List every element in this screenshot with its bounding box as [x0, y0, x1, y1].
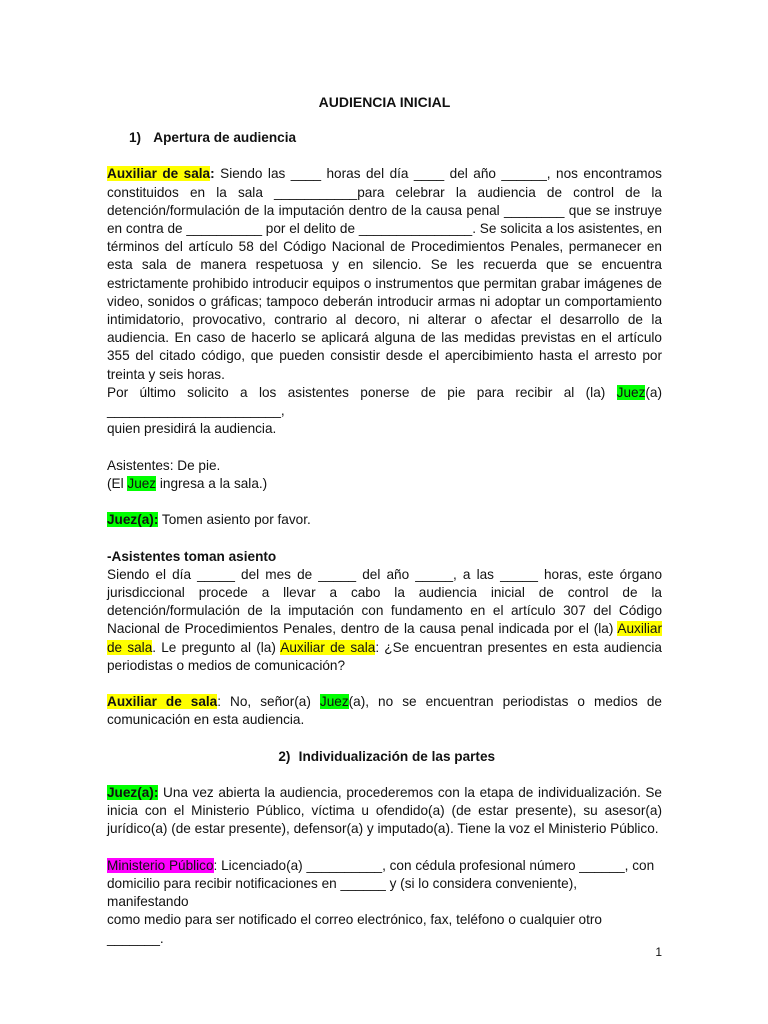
paragraph-text: (a), no se encuentran periodistas o medios de comunicación en esta audiencia.: [107, 694, 662, 728]
paragraph-text: ingresa a la sala.): [156, 475, 268, 491]
section-number: 1): [129, 130, 142, 146]
speaker-juez-label: Juez(a):: [107, 512, 159, 528]
paragraph-organo-jurisdiccional: [107, 566, 662, 675]
section-title: Individualización de las partes: [298, 748, 496, 764]
paragraph-text: : Licenciado(a) __________, con cédula profesional número ______, con: [213, 857, 655, 873]
paragraph-text: Siendo el día _____ del mes de _____ del año _____, a las _____ horas, este órgano jurisdiccional procede a llevar a cabo la audiencia inicial de control de la detención/formulación de la imputación con fundamento en el artículo 307 del Código Nacional de Procedimientos Penales, dentro de la causa penal indicada por el (la): [107, 566, 662, 637]
paragraph-auxiliar-apertura: [107, 165, 662, 383]
document-title: AUDIENCIA INICIAL: [318, 94, 451, 110]
paragraph-juez-tomen-asiento: [107, 511, 662, 529]
paragraph-text: (El: [107, 475, 128, 491]
paragraph-ministerio-publico: [107, 857, 662, 948]
paragraph-presidira: quien presidirá la audiencia.: [107, 421, 277, 437]
speaker-auxiliar-de-sala: Auxiliar de sala: [280, 639, 376, 655]
paragraph-text: : ¿Se encuentran presentes en esta audiencia periodistas o medios de comunicación?: [107, 639, 662, 673]
speaker-auxiliar-de-sala: Auxiliar de sala: [107, 694, 218, 710]
section-heading-apertura: [107, 129, 662, 147]
speaker-juez: Juez: [616, 384, 646, 400]
paragraph-text: Tomen asiento por favor.: [158, 512, 311, 528]
speaker-ministerio-publico: Ministerio Público: [107, 857, 214, 873]
colon: :: [210, 166, 215, 182]
stage-direction-asistentes: Asistentes: De pie.: [107, 457, 221, 473]
speaker-juez: Juez: [127, 475, 157, 491]
paragraph-text: (a) _______________________,: [107, 384, 662, 419]
stage-direction-toman-asiento: -Asistentes toman asiento: [107, 548, 277, 564]
paragraph-text: Una vez abierta la audiencia, procederemos con la etapa de individualización. Se inicia con el Ministerio Público, víctima u ofendido(a) (de estar presente), su asesor(a) jurídico(a) (de estar presente), defensor(a) y imputado(a). Tiene la voz el Ministerio Público.: [107, 785, 662, 837]
paragraph-text: Por último solicito a los asistentes ponerse de pie para recibir al (la): [107, 384, 617, 400]
speaker-juez: Juez: [319, 694, 349, 710]
paragraph-text: : No, señor(a): [217, 694, 320, 710]
paragraph-text: Siendo las ____ horas del día ____ del año ______, nos encontramos constituidos en la sala ___________para celebrar la audiencia de control de la detención/formulación de la imputación dentro de la causa penal ________ que se instruye en contra de __________ por el delito de _______________. Se solicita a los asistentes, en términos del artículo 58 del Código Nacional de Procedimientos Penales, permanecer en esta sala de manera respetuosa y en silencio. Se les recuerda que se encuentra estrictamente prohibido introducir equipos o instrumentos que permitan grabar imágenes de video, sonidos o gráficas; tampoco deberán introducir armas ni adoptar un comportamiento intimidatorio, provocativo, contrario al decoro, ni alterar o afectar el desarrollo de la audiencia. En caso de hacerlo se aplicará alguna de las medidas previstas en el artículo 355 del citado código, que pueden consistir desde el apercibimiento hasta el arresto por treinta y seis horas.: [107, 166, 662, 382]
section-heading-individualizacion: [107, 748, 662, 766]
speaker-auxiliar-de-sala: Auxiliar de sala: [107, 166, 211, 182]
paragraph-text: . Le pregunto al (la): [152, 639, 281, 655]
paragraph-ponerse-de-pie: [107, 384, 662, 420]
stage-direction-juez-ingresa: [107, 475, 662, 493]
section-title: Apertura de audiencia: [153, 130, 297, 146]
paragraph-auxiliar-respuesta: [107, 693, 662, 729]
paragraph-juez-individualizacion: [107, 784, 662, 839]
paragraph-text: domicilio para recibir notificaciones en ______ y (si lo considera conveniente), manifestando: [107, 876, 577, 910]
speaker-juez-label: Juez(a):: [107, 785, 159, 801]
page-number: 1: [655, 945, 662, 959]
document-body: [107, 93, 662, 948]
section-number: 2): [278, 748, 291, 764]
paragraph-text: como medio para ser notificado el correo electrónico, fax, teléfono o cualquier otro _______.: [107, 912, 602, 946]
speaker-auxiliar-de-sala: Auxiliar de sala: [107, 621, 662, 655]
